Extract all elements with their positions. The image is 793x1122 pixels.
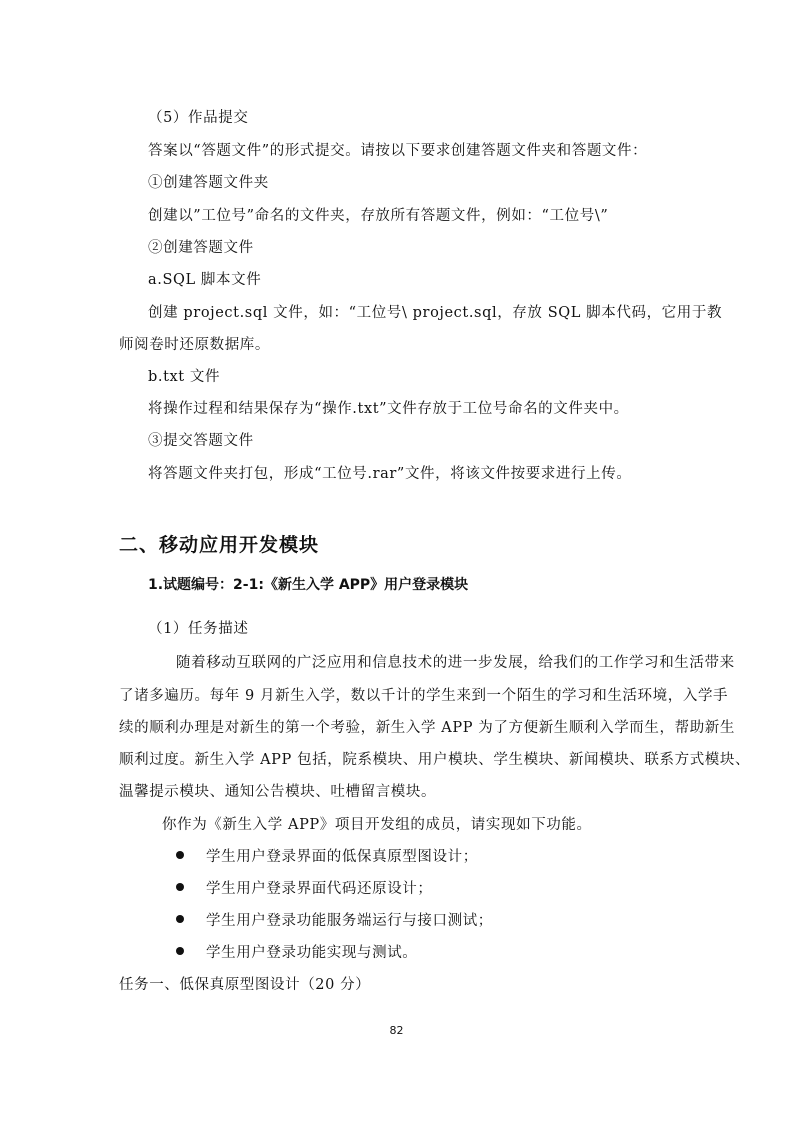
subsection-heading: 1.试题编号：2-1:《新生入学 APP》用户登录模块 (148, 577, 469, 593)
bullet-icon (176, 883, 184, 891)
description-line-5: 温馨提示模块、通知公告模块、吐槽留言模块。 (119, 784, 437, 800)
description-line-2: 了诸多遍历。每年 9 月新生入学，数以千计的学生来到一个陌生的学习和生活环境，入学手 (119, 688, 729, 704)
role-statement: 你作为《新生入学 APP》项目开发组的成员，请实现如下功能。 (162, 817, 592, 833)
sql-file-instruction-cont: 师阅卷时还原数据库。 (119, 337, 270, 353)
step-create-folder: ①创建答题文件夹 (148, 175, 269, 191)
txt-file-instruction: 将操作过程和结果保存为“操作.txt”文件存放于工位号命名的文件夹中。 (148, 401, 629, 417)
bullet-icon (176, 851, 184, 859)
bullet-text: 学生用户登录功能实现与测试。 (206, 945, 418, 961)
description-line-4: 顺利过度。新生入学 APP 包括，院系模块、用户模块、学生模块、新闻模块、联系方式模块、 (119, 752, 751, 768)
task-one-heading: 任务一、低保真原型图设计（20 分） (119, 977, 371, 993)
task-description-label: （1）任务描述 (148, 621, 249, 637)
txt-file-label: b.txt 文件 (148, 369, 221, 385)
submission-section-title: （5）作品提交 (148, 110, 249, 126)
step-submit-files: ③提交答题文件 (148, 433, 254, 449)
sql-file-instruction: 创建 project.sql 文件，如：“工位号\ project.sql，存放 SQL 脚本代码，它用于教 (148, 305, 723, 321)
bullet-text: 学生用户登录功能服务端运行与接口测试； (206, 913, 493, 929)
description-line-1: 随着移动互联网的广泛应用和信息技术的进一步发展，给我们的工作学习和生活带来 (176, 655, 735, 671)
bullet-text: 学生用户登录界面代码还原设计； (206, 881, 433, 897)
bullet-item-2 (176, 879, 433, 899)
submit-instruction: 将答题文件夹打包，形成“工位号.rar”文件，将该文件按要求进行上传。 (148, 466, 632, 482)
bullet-text: 学生用户登录界面的低保真原型图设计； (206, 849, 478, 865)
section-heading: 二、移动应用开发模块 (119, 534, 320, 556)
description-line-3: 续的顺利办理是对新生的第一个考验，新生入学 APP 为了方便新生顺利入学而生，帮助新生 (119, 720, 735, 736)
bullet-icon (176, 915, 184, 923)
step-create-files: ②创建答题文件 (148, 240, 254, 256)
bullet-icon (176, 947, 184, 955)
sql-file-label: a.SQL 脚本文件 (148, 272, 262, 288)
folder-instruction: 创建以”工位号”命名的文件夹，存放所有答题文件，例如：“工位号\” (148, 208, 609, 224)
submission-intro: 答案以“答题文件”的形式提交。请按以下要求创建答题文件夹和答题文件： (148, 143, 648, 159)
bullet-item-4 (176, 943, 417, 963)
page-number: 82 (389, 1024, 404, 1037)
bullet-item-3 (176, 911, 493, 931)
bullet-item-1 (176, 847, 478, 867)
